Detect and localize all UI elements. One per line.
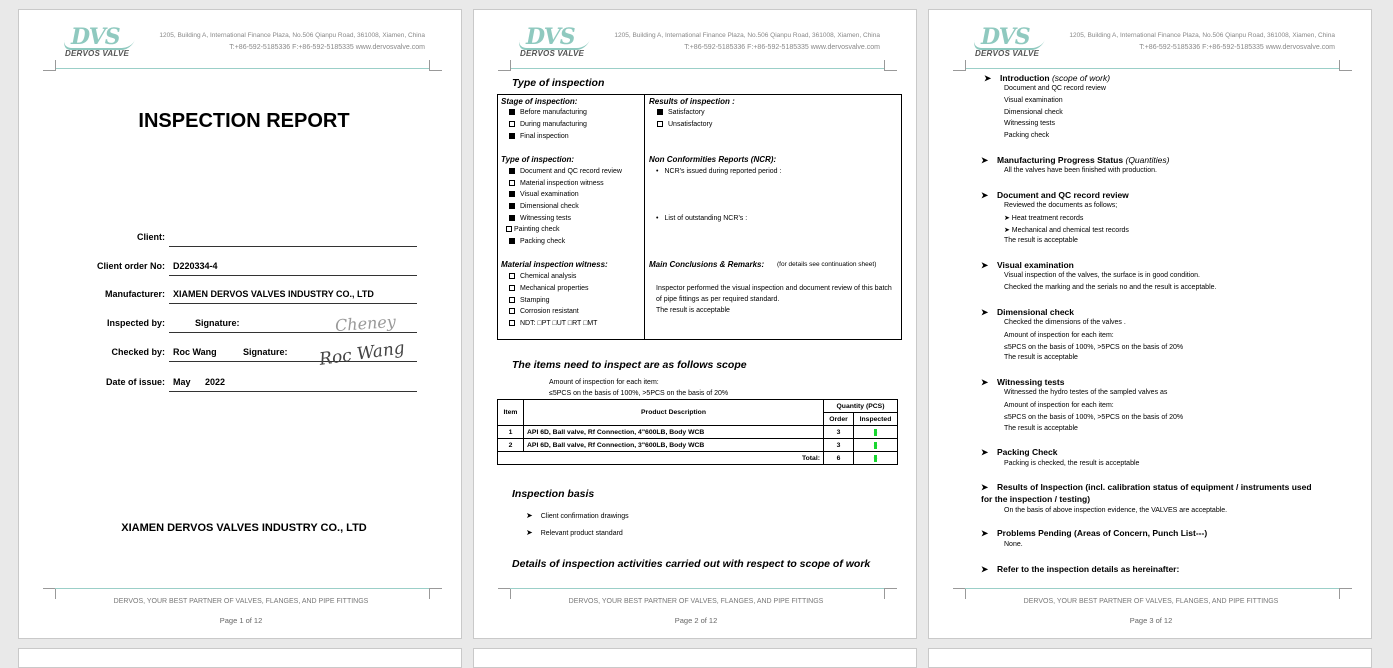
manufacturer-label: Manufacturer: (104, 289, 165, 299)
date-month: May (173, 377, 191, 387)
progress-heading (981, 155, 1169, 166)
checkbox-label: Witnessing tests (520, 215, 571, 222)
checkbox-empty (509, 273, 515, 279)
doc-line: ➤ Heat treatment records (1004, 215, 1084, 222)
wit-line: Amount of inspection for each item: (1004, 402, 1114, 409)
packing-line: Packing is checked, the result is acceptable (1004, 460, 1140, 467)
cell-description: API 6D, Ball valve, Rf Connection, 4"600LB, Body WCB (524, 426, 824, 439)
page-6-edge (928, 648, 1372, 668)
crop-mark (43, 60, 56, 71)
checkbox-checked (509, 133, 515, 139)
witness-title: Witnessing tests (997, 377, 1065, 387)
ncr-issued-text: NCR’s issued during reported period : (664, 168, 782, 175)
checkbox-checked (509, 215, 515, 221)
material-checkbox-item[interactable] (509, 273, 576, 280)
results-checkbox-item[interactable] (657, 121, 712, 128)
table-row (498, 426, 898, 439)
type-checkbox-item[interactable] (509, 180, 604, 187)
intro-subtitle: (scope of work) (1051, 73, 1111, 83)
progress-subtitle: (Quantities) (1125, 155, 1170, 165)
cell-item: 2 (498, 439, 524, 452)
conclusion-result: The result is acceptable (656, 307, 730, 314)
results-title: Results of Inspection (incl. calibration status of equipment / instruments used (997, 482, 1312, 492)
header-order: Order (824, 413, 854, 426)
intro-line: Visual examination (1004, 97, 1063, 104)
arrow-bullet-icon: ➤ (981, 528, 989, 538)
page-number: Page 3 of 12 (1129, 616, 1173, 625)
arrow-bullet-icon: ➤ (981, 260, 989, 270)
progress-title: Manufacturing Progress Status (997, 155, 1124, 165)
visual-title: Visual examination (997, 260, 1074, 270)
order-row (79, 261, 419, 281)
cell-inspected (854, 439, 898, 452)
checkbox-label: Stamping (520, 297, 550, 304)
crop-mark (1339, 60, 1352, 71)
arrow-bullet-icon: ➤ (981, 377, 989, 387)
problems-line: None. (1004, 541, 1023, 548)
logo-text: DERVOS VALVE (520, 49, 585, 58)
table-total-row (498, 452, 898, 465)
total-label: Total: (498, 452, 824, 465)
conclusion-note: (for details see continuation sheet) (777, 261, 877, 268)
visual-heading (981, 260, 1074, 271)
type-heading: Type of inspection: (501, 155, 575, 164)
checkbox-label: Corrosion resistant (520, 308, 579, 315)
checkbox-label: During manufacturing (520, 121, 587, 128)
checkbox-empty (509, 308, 515, 314)
highlighted-value: 6 (873, 454, 878, 462)
box-divider (644, 95, 645, 339)
checkbox-checked (509, 109, 515, 115)
dervos-logo (973, 24, 1053, 60)
inspector-signature: Cheney (334, 311, 397, 336)
conclusion-heading: Main Conclusions & Remarks: (649, 260, 765, 269)
crop-mark (953, 60, 966, 71)
checkbox-empty (509, 180, 515, 186)
header-address: 1205, Building A, International Finance Plaza, No.506 Qianpu Road, 361008, Xiamen, China (614, 32, 880, 39)
packing-heading (981, 447, 1057, 458)
arrow-bullet-icon: ➤ (526, 511, 533, 520)
ncr-outstanding-text: List of outstanding NCR’s : (664, 215, 748, 222)
material-heading: Material inspection witness: (501, 260, 608, 269)
checkbox-checked (509, 238, 515, 244)
highlighted-value: 3 (873, 428, 878, 436)
company-name: XIAMEN DERVOS VALVES INDUSTRY CO., LTD (121, 522, 367, 534)
packing-title: Packing Check (997, 447, 1058, 457)
intro-line: Witnessing tests (1004, 120, 1055, 127)
highlighted-value: 3 (873, 441, 878, 449)
stage-checkbox-item[interactable] (509, 133, 569, 140)
logo-text: DERVOS VALVE (975, 49, 1040, 58)
checked-value: Roc Wang (173, 347, 217, 357)
cell-inspected (854, 426, 898, 439)
ncr-heading: Non Conformities Reports (NCR): (649, 155, 777, 164)
date-row (79, 377, 419, 397)
results-checkbox-item[interactable] (657, 109, 705, 116)
manufacturer-row (79, 289, 419, 309)
client-row (79, 232, 419, 252)
cell-order: 3 (824, 439, 854, 452)
checkbox-label: Satisfactory (668, 109, 705, 116)
wit-line: Witnessed the hydro testes of the sampled valves as (1004, 389, 1168, 396)
scope-title: The items need to inspect are as follows scope (512, 359, 747, 371)
inspected-label: Inspected by: (106, 318, 165, 328)
witness-heading (981, 377, 1064, 388)
dim-line: Amount of inspection for each item: (1004, 332, 1114, 339)
cell-item: 1 (498, 426, 524, 439)
intro-line: Packing check (1004, 132, 1050, 139)
wit-line: The result is acceptable (1004, 425, 1078, 432)
conclusion-text: Inspector performed the visual inspection and document review of this batch of pipe fittings as per required standard. (656, 285, 892, 303)
checkbox-empty (509, 297, 515, 303)
checkbox-label: Unsatisfactory (668, 121, 713, 128)
dimensional-heading (981, 307, 1074, 318)
underline (169, 332, 417, 333)
checked-label: Checked by: (111, 347, 165, 357)
page-number: Page 1 of 12 (219, 616, 263, 625)
intro-line: Dimensional check (1004, 109, 1063, 116)
inspected-signature-label: Signature: (195, 318, 240, 328)
cell-description: API 6D, Ball valve, Rf Connection, 3"600LB, Body WCB (524, 439, 824, 452)
doc-line: The result is acceptable (1004, 237, 1078, 244)
basis-item (526, 511, 629, 520)
inspection-type-box (497, 94, 902, 340)
type-checkbox-item[interactable] (509, 203, 579, 210)
type-checkbox-item[interactable] (509, 168, 622, 175)
table-row (498, 439, 898, 452)
results-heading (981, 482, 1312, 493)
page-2 (473, 9, 917, 639)
visual-line: Visual inspection of the valves, the surface is in good condition. (1004, 272, 1200, 279)
refer-heading (981, 564, 1179, 575)
underline (169, 246, 417, 247)
header-rule (55, 68, 429, 69)
total-inspected (854, 452, 898, 465)
material-checkbox-item[interactable] (509, 297, 550, 304)
arrow-bullet-icon: ➤ (981, 564, 989, 574)
footer-tagline: DERVOS, YOUR BEST PARTNER OF VALVES, FLANGES, AND PIPE FITTINGS (1023, 598, 1279, 605)
arrow-bullet-icon: ➤ (981, 307, 989, 317)
doc-review-title: Document and QC record review (997, 190, 1129, 200)
checkbox-label: NDT: □PT □UT □RT □MT (520, 320, 598, 327)
type-checkbox-item[interactable] (506, 226, 560, 233)
header-address: 1205, Building A, International Finance Plaza, No.506 Qianpu Road, 361008, Xiamen, China (159, 32, 425, 39)
checkbox-checked (509, 203, 515, 209)
checkbox-label: Mechanical properties (520, 285, 589, 292)
report-title: INSPECTION REPORT (138, 110, 350, 132)
material-checkbox-item[interactable] (509, 320, 597, 327)
checkbox-checked (509, 168, 515, 174)
refer-title: Refer to the inspection details as hereinafter: (997, 564, 1180, 574)
details-title: Details of inspection activities carried out with respect to scope of work (512, 558, 871, 570)
header-address: 1205, Building A, International Finance Plaza, No.506 Qianpu Road, 361008, Xiamen, China (1069, 32, 1335, 39)
client-label: Client: (137, 232, 165, 242)
results-heading-cont: for the inspection / testing) (981, 494, 1091, 504)
header-rule (510, 68, 884, 69)
header-item: Item (498, 400, 524, 426)
checkbox-label: Painting check (514, 226, 560, 233)
basis-title: Inspection basis (512, 488, 595, 500)
checkbox-empty (509, 285, 515, 291)
logo-text: DERVOS VALVE (65, 49, 130, 58)
page-5-edge (473, 648, 917, 668)
dim-line: ≤5PCS on the basis of 100%, >5PCS on the basis of 20% (1004, 344, 1184, 351)
type-of-inspection-title: Type of inspection (512, 77, 605, 89)
dimensional-title: Dimensional check (997, 307, 1075, 317)
checkbox-label: Dimensional check (520, 203, 579, 210)
checkbox-label: Visual examination (520, 191, 579, 198)
checkbox-checked (509, 191, 515, 197)
arrow-bullet-icon: ➤ (526, 528, 533, 537)
checkbox-label: Before manufacturing (520, 109, 587, 116)
items-table (497, 399, 898, 465)
header-contact: T:+86-592-5185336 F:+86-592-5185335 www.dervosvalve.com (1139, 44, 1335, 51)
intro-line: Document and QC record review (1004, 85, 1106, 92)
dervos-logo (518, 24, 598, 60)
page-4-edge (18, 648, 462, 668)
amount-line: Amount of inspection for each item: (549, 379, 659, 386)
arrow-bullet-icon: ➤ (981, 447, 989, 457)
checkbox-label: Document and QC record review (520, 168, 622, 175)
intro-title: Introduction (1000, 73, 1050, 83)
logo-mark: DVS (981, 24, 1030, 50)
wit-line: ≤5PCS on the basis of 100%, >5PCS on the basis of 20% (1004, 414, 1184, 421)
logo-mark: DVS (71, 24, 120, 50)
order-label: Client order No: (96, 261, 165, 271)
ncr-line (656, 168, 781, 175)
doc-review-heading (981, 190, 1129, 201)
page-3 (928, 9, 1372, 639)
header-quantity: Quantity (PCS) (824, 400, 898, 413)
stage-checkbox-item[interactable] (509, 121, 587, 128)
stage-heading: Stage of inspection: (501, 97, 578, 106)
header-contact: T:+86-592-5185336 F:+86-592-5185335 www.dervosvalve.com (229, 44, 425, 51)
date-label: Date of issue: (105, 377, 165, 387)
logo-mark: DVS (526, 24, 575, 50)
checkbox-label: Chemical analysis (520, 273, 577, 280)
checkbox-empty (509, 121, 515, 127)
footer-tagline: DERVOS, YOUR BEST PARTNER OF VALVES, FLANGES, AND PIPE FITTINGS (568, 598, 824, 605)
problems-heading (981, 528, 1207, 539)
arrow-bullet-icon: ➤ (981, 482, 989, 492)
bullet-dot: • (656, 215, 659, 222)
page-1 (18, 9, 462, 639)
date-year: 2022 (205, 377, 226, 387)
footer-tagline: DERVOS, YOUR BEST PARTNER OF VALVES, FLANGES, AND PIPE FITTINGS (113, 598, 369, 605)
underline (169, 303, 417, 304)
footer-rule (965, 588, 1339, 589)
progress-line: All the valves have been finished with production. (1004, 167, 1157, 174)
checked-signature-label: Signature: (243, 347, 288, 357)
checkbox-label: Packing check (520, 238, 566, 245)
stage-checkbox-item[interactable] (509, 109, 587, 116)
basis-item (526, 528, 623, 537)
amount-rule: ≤5PCS on the basis of 100%, >5PCS on the basis of 20% (549, 390, 729, 397)
order-value: D220334-4 (173, 261, 218, 271)
page-number: Page 2 of 12 (674, 616, 718, 625)
checkbox-empty (509, 320, 515, 326)
bullet-dot: • (656, 168, 659, 175)
checkbox-checked (657, 109, 663, 115)
visual-line: Checked the marking and the serials no and the result is acceptable. (1004, 284, 1217, 291)
results-heading: Results of inspection : (649, 97, 735, 106)
doc-line: ➤ Mechanical and chemical test records (1004, 227, 1129, 234)
intro-heading (984, 73, 1110, 84)
type-checkbox-item[interactable] (509, 215, 571, 222)
checkbox-empty (657, 121, 663, 127)
problems-title: Problems Pending (Areas of Concern, Punch List---) (997, 528, 1208, 538)
manufacturer-value: XIAMEN DERVOS VALVES INDUSTRY CO., LTD (173, 289, 374, 299)
arrow-bullet-icon: ➤ (984, 73, 992, 83)
basis-item-label: Relevant product standard (540, 530, 623, 537)
crop-mark (498, 60, 511, 71)
table-header-row (498, 400, 898, 413)
checkbox-empty (506, 226, 512, 232)
material-checkbox-item[interactable] (509, 285, 588, 292)
type-checkbox-item[interactable] (509, 191, 579, 198)
dervos-logo (63, 24, 143, 60)
footer-rule (510, 588, 884, 589)
type-checkbox-item[interactable] (509, 238, 565, 245)
dim-line: Checked the dimensions of the valves . (1004, 319, 1126, 326)
underline (169, 391, 417, 392)
header-inspected: Inspected (854, 413, 898, 426)
checker-signature: Roc Wang (318, 338, 406, 370)
total-order: 6 (824, 452, 854, 465)
results-line: On the basis of above inspection evidence, the VALVES are acceptable. (1004, 507, 1228, 514)
material-checkbox-item[interactable] (509, 308, 579, 315)
dim-line: The result is acceptable (1004, 354, 1078, 361)
crop-mark (884, 60, 897, 71)
arrow-bullet-icon: ➤ (981, 190, 989, 200)
ncr-line (656, 215, 747, 222)
cell-order: 3 (824, 426, 854, 439)
checkbox-label: Final inspection (520, 133, 569, 140)
underline (169, 275, 417, 276)
footer-rule (55, 588, 429, 589)
header-rule (965, 68, 1339, 69)
doc-line: Reviewed the documents as follows; (1004, 202, 1118, 209)
arrow-bullet-icon: ➤ (981, 155, 989, 165)
basis-item-label: Client confirmation drawings (540, 513, 629, 520)
crop-mark (429, 60, 442, 71)
header-contact: T:+86-592-5185336 F:+86-592-5185335 www.dervosvalve.com (684, 44, 880, 51)
checkbox-label: Material inspection witness (520, 180, 604, 187)
header-description: Product Description (524, 400, 824, 426)
